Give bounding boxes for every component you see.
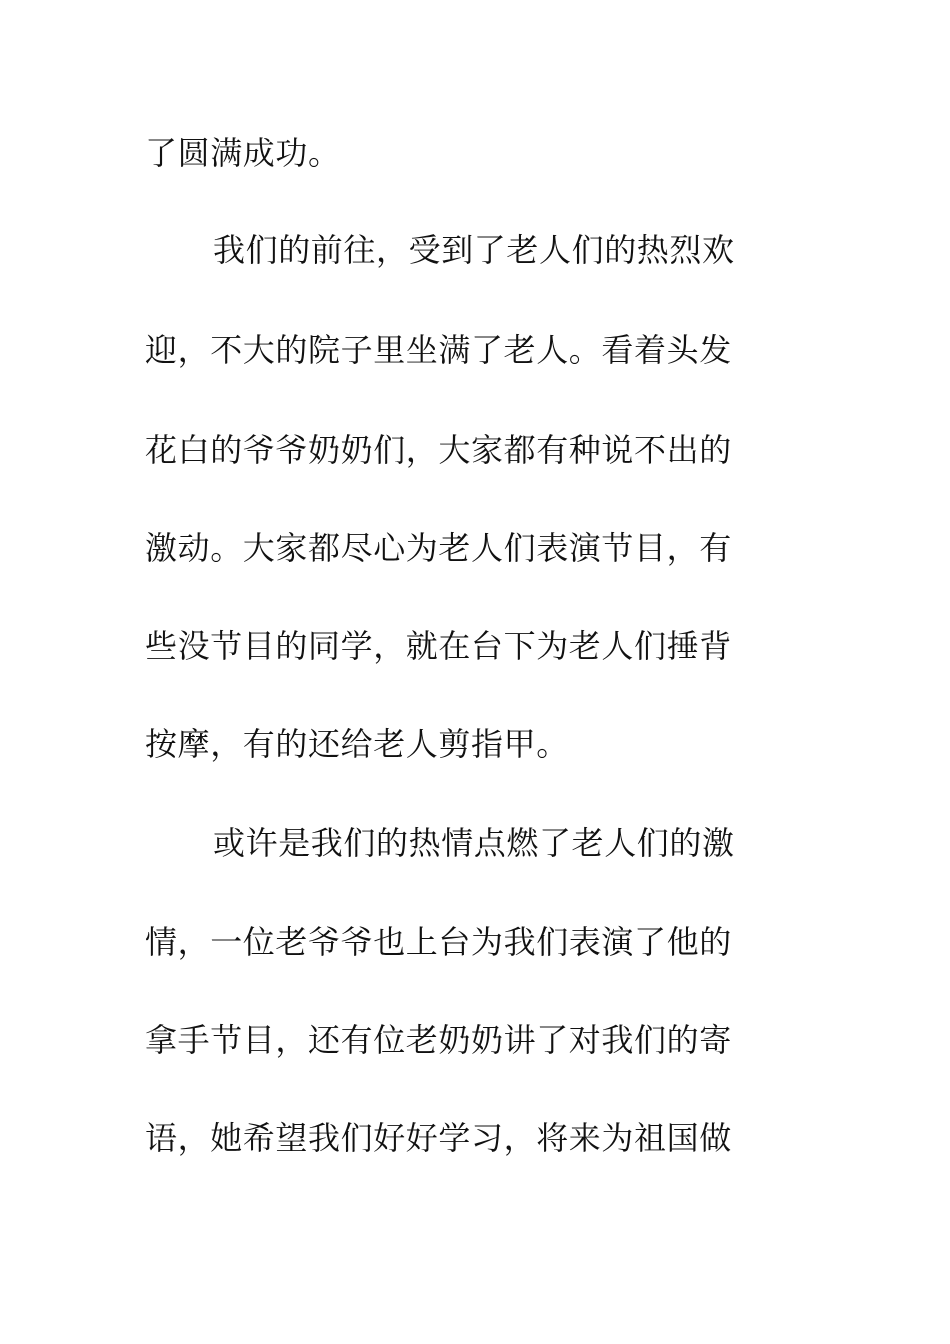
- paragraph-start-line: 我们的前往，受到了老人们的热烈欢: [213, 231, 735, 269]
- text-line: 情，一位老爷爷也上台为我们表演了他的: [145, 923, 732, 961]
- text-line: 迎，不大的院子里坐满了老人。看着头发: [145, 331, 732, 369]
- paragraph-start-line: 或许是我们的热情点燃了老人们的激: [213, 824, 735, 862]
- text-line: 了圆满成功。: [145, 134, 341, 172]
- text-line: 按摩，有的还给老人剪指甲。: [145, 725, 569, 763]
- text-line: 激动。大家都尽心为老人们表演节目，有: [145, 529, 732, 567]
- text-line: 拿手节目，还有位老奶奶讲了对我们的寄: [145, 1021, 732, 1059]
- text-line: 些没节目的同学，就在台下为老人们捶背: [145, 627, 732, 665]
- text-line: 花白的爷爷奶奶们，大家都有种说不出的: [145, 431, 732, 469]
- text-line: 语，她希望我们好好学习，将来为祖国做: [145, 1119, 732, 1157]
